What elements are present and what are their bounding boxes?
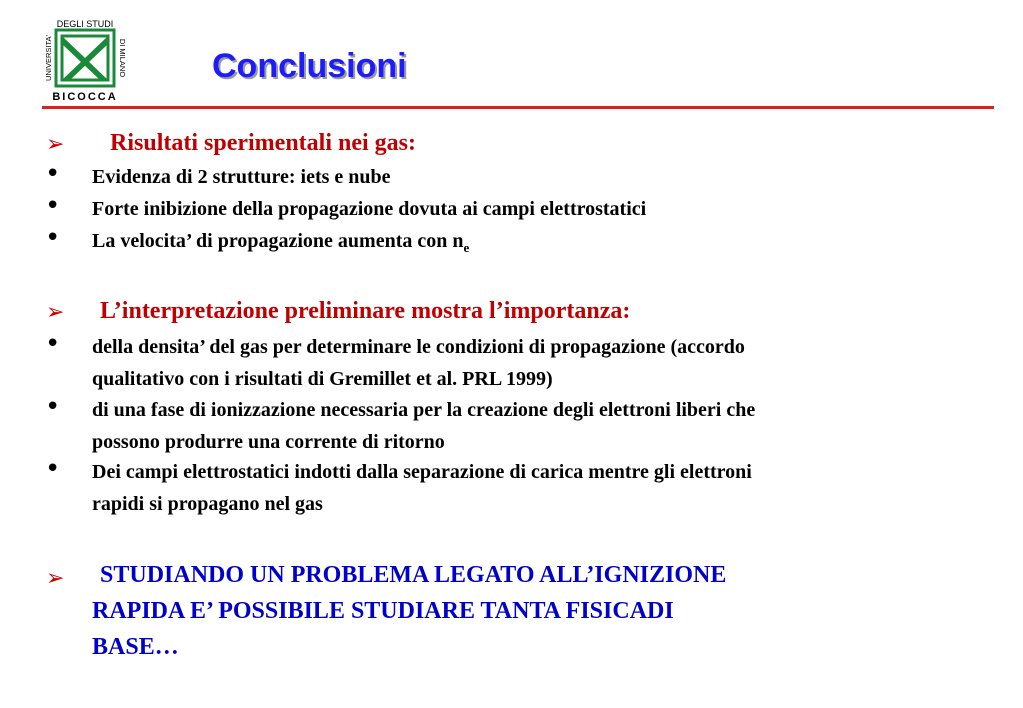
bullet-dot-icon: • <box>45 329 61 359</box>
conclusion-line: RAPIDA E’ POSSIBILE STUDIARE TANTA FISICADI <box>92 598 674 624</box>
logo-right-text: DI MILANO <box>118 38 127 78</box>
bullet-dot-icon: • <box>45 392 61 422</box>
list-item-text-continued: rapidi si propagano nel gas <box>92 493 323 515</box>
bullet-dot-icon: • <box>45 454 61 484</box>
section-heading: L’interpretazione preliminare mostra l’importanza: <box>100 298 631 324</box>
logo-left-text: UNIVERSITA' <box>44 35 53 81</box>
bullet-dot-icon: • <box>45 223 61 253</box>
arrow-bullet-icon: ➢ <box>46 300 65 325</box>
list-item-text: della densita’ del gas per determinare le condizioni di propagazione (accordo <box>92 336 745 358</box>
list-item-text: Forte inibizione della propagazione dovuta ai campi elettrostatici <box>92 198 647 220</box>
conclusion-line: STUDIANDO UN PROBLEMA LEGATO ALL’IGNIZIONE <box>100 562 727 588</box>
list-item-text-continued: possono produrre una corrente di ritorno <box>92 431 445 453</box>
section-heading: Risultati sperimentali nei gas: <box>110 130 416 156</box>
arrow-bullet-icon: ➢ <box>46 132 65 157</box>
arrow-bullet-icon: ➢ <box>46 566 65 591</box>
bullet-dot-icon: • <box>45 191 61 221</box>
list-item-text: Evidenza di 2 strutture: iets e nube <box>92 166 391 188</box>
page-title: Conclusioni <box>212 47 407 85</box>
logo-top-text: DEGLI STUDI <box>56 19 114 29</box>
subscript-text: e <box>463 240 470 255</box>
conclusion-line: BASE… <box>92 634 179 660</box>
list-item-main-text: La velocita’ di propagazione aumenta con n <box>92 230 464 252</box>
list-item-text <box>92 230 469 256</box>
logo-bottom-text: BICOCCA <box>52 91 118 103</box>
list-item-text-continued: qualitativo con i risultati di Gremillet et al. PRL 1999) <box>92 368 553 390</box>
bullet-dot-icon: • <box>45 159 61 189</box>
list-item-text: Dei campi elettrostatici indotti dalla separazione di carica mentre gli elettroni <box>92 461 752 483</box>
list-item-text: di una fase di ionizzazione necessaria per la creazione degli elettroni liberi che <box>92 399 756 421</box>
